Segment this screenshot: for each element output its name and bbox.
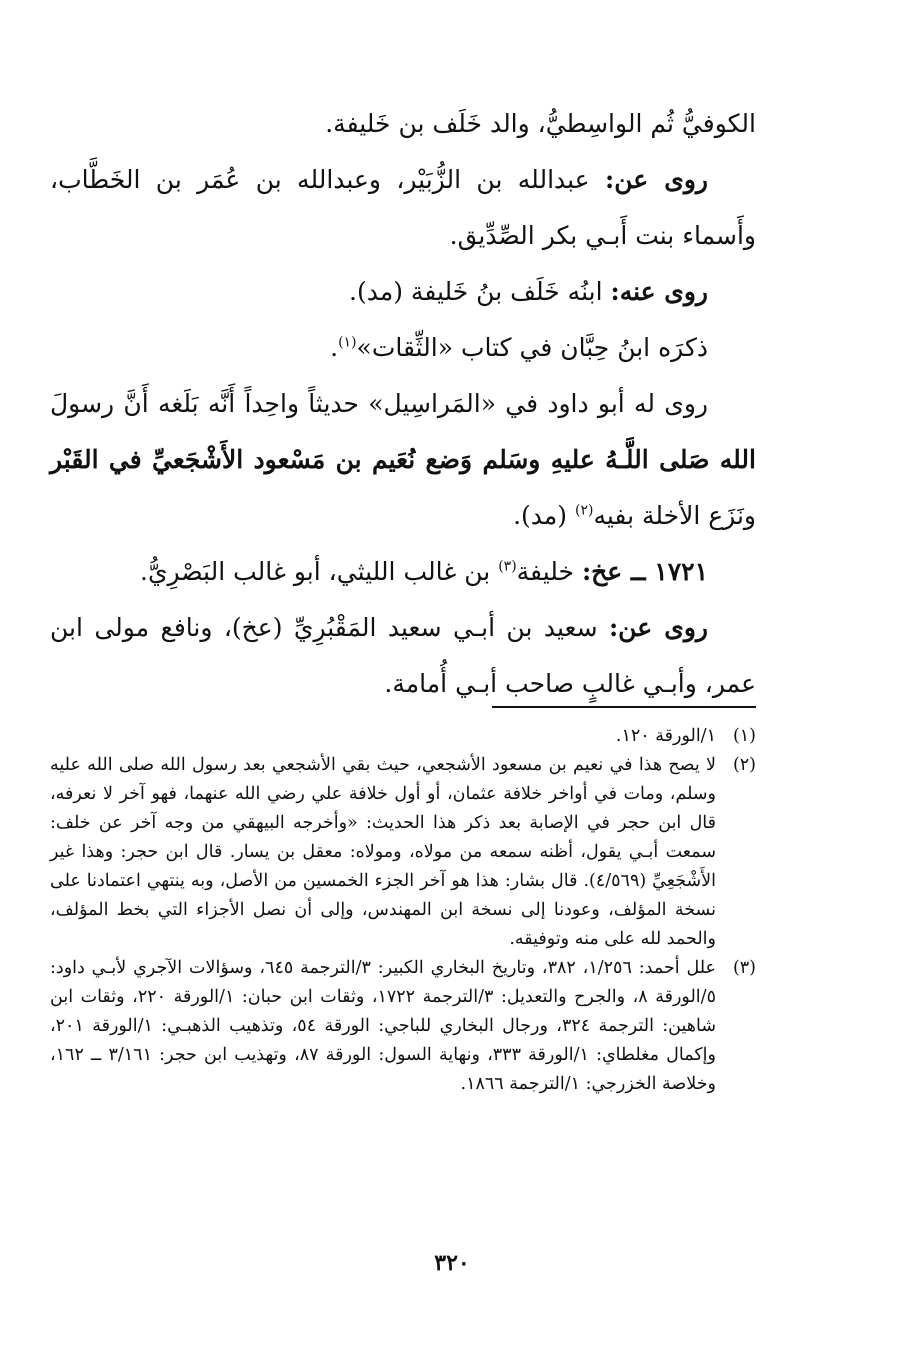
footnote-number: (٢) <box>732 755 756 775</box>
entry-name-end: بن غالب الليثي، أبو غالب البَصْرِيُّ. <box>140 557 499 586</box>
mentioned-end: . <box>330 333 339 362</box>
paragraph-narrated-from-2 <box>50 600 756 712</box>
paragraph-narrated-by <box>50 264 756 320</box>
mentioned-text: ذكرَه ابنُ حِبَّان في كتاب «الثِّقات» <box>356 333 708 362</box>
mursal-text-post: ونَزَع الأخلة بفيه <box>593 501 756 530</box>
entry-name-text: خليفة <box>516 557 582 586</box>
footnote-ref-2: (٢) <box>575 502 594 519</box>
mursal-end: (مد). <box>513 501 575 530</box>
footnote-text: ١/الورقة ١٢٠. <box>615 726 716 746</box>
paragraph-1-text: الكوفيُّ ثُم الواسِطيُّ، والد خَلَف بن خَليفة. <box>325 109 756 138</box>
footnote-number: (٣) <box>732 958 756 978</box>
narrated-from-text: عبدالله بن الزُّبَيْر، وعبدالله بن عُمَر بن الخَطَّاب، وأَسماء بنت أَبـي بكر الصِّدِّيق. <box>50 165 756 250</box>
footnote-1 <box>50 722 756 751</box>
footnote-text: علل أحمد: ١/٢٥٦، ٣٨٢، وتاريخ البخاري الكبير: ٣/الترجمة ٦٤٥، وسؤالات الآجري لأبـي داود: ٥/الورقة ٨، والجرح والتعديل: ٣/الترجمة ١٧٢٢، وثقات ابن حبان: ١/الورقة ٢٢٠، وثقات ابن شاهين: الترجمة ٣٢٤، ورجال البخاري للباجي: الورقة ٥٤، وتذهيب الذهبـي: ١/الورقة ٢٠١، وإكمال مغلطاي: ١/الورقة ٣٣٣، ونهاية السول: الورقة ٨٧، وتهذيب ابن حجر: ٣/١٦١ ــ ١٦٢، وخلاصة الخزرجي: ١/الترجمة ١٨٦٦. <box>50 958 716 1094</box>
mursal-text-bold: الله صَلى اللَّـهُ عليهِ وسَلم وَضع نُعَيم بن مَسْعود الأَشْجَعيِّ في القَبْر <box>50 445 756 474</box>
footnote-ref-3: (٣) <box>498 558 517 575</box>
paragraph-mursal <box>50 376 756 544</box>
footnote-2 <box>50 751 756 954</box>
page-number: ٣٢٠ <box>434 1250 470 1276</box>
footnote-3 <box>50 954 756 1099</box>
main-text-block <box>50 96 756 712</box>
narrated-by-label: روى عنه: <box>610 277 708 306</box>
paragraph-narrated-from <box>50 152 756 264</box>
paragraph-1 <box>50 96 756 152</box>
narrated-by-text: ابنُه خَلَف بنُ خَليفة (مد). <box>349 277 611 306</box>
narrated-from-label-2: روى عن: <box>608 613 708 642</box>
entry-number-label: ١٧٢١ ــ عخ: <box>581 557 708 586</box>
footnote-separator <box>492 706 756 708</box>
footnote-ref-1: (١) <box>338 334 357 351</box>
paragraph-mentioned <box>50 320 756 376</box>
narrated-from-label: روى عن: <box>604 165 709 194</box>
footnotes-block <box>50 722 756 1099</box>
footnote-number: (١) <box>732 726 756 746</box>
narrated-from-text-2: سعيد بن أبـي سعيد المَقْبُرِيِّ (عخ)، ونافع مولى ابن عمر، وأبـي غالبٍ صاحب أبـي أُمامة. <box>50 613 756 698</box>
footnote-text: لا يصح هذا في نعيم بن مسعود الأشجعي، حيث بقي الأشجعي بعد رسول الله صلى الله عليه وسلم، ومات في أواخر خلافة عثمان، أو أول خلافة علي رضي الله عنهما، فهو آخر لا نعرفه، قال ابن حجر في الإصابة بعد ذكر هذا الحديث: «وأخرجه البيهقي من وجه آخر عن خلف: سمعت أبـي يقول، أظنه سمعه من مولاه، ومولاه: معقل بن يسار. قال ابن حجر: وهذا غير الأَشْجَعِيِّ (٤/٥٦٩). قال بشار: هذا هو آخر الجزء الخمسين من الأصل، وبه ينتهي اعتمادنا على نسخة المؤلف، وعودنا إلى نسخة ابن المهندس، وإلى أن نصل الأجزاء التي بخط المؤلف، والحمد لله على منه وتوفيقه. <box>50 755 716 949</box>
paragraph-entry-1721 <box>50 544 756 600</box>
mursal-text-pre: روى له أبو داود في «المَراسِيل» حديثاً واحِداً أَنَّه بَلَغه أَنَّ رسولَ <box>50 389 708 418</box>
